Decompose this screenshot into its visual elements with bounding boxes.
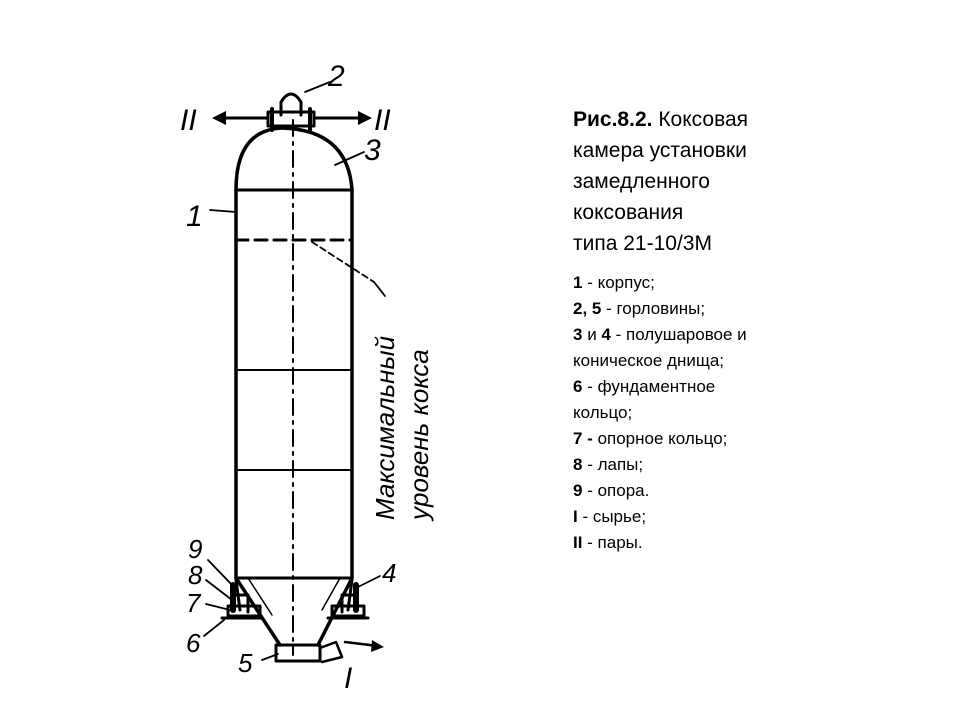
caption-line-2: камера установки — [573, 139, 747, 162]
legend-item: II - пары. — [573, 533, 643, 552]
caption-line-4: коксования — [573, 201, 684, 224]
label-2: 2 — [328, 60, 345, 93]
top-neck-flange — [268, 112, 314, 126]
max-coke-level-text-2: уровень кокса — [404, 349, 434, 520]
caption-line-1: Коксовая — [658, 108, 749, 131]
legend-item: кольцо; — [573, 403, 633, 422]
label-1: 1 — [186, 200, 203, 233]
legend-item: 9 - опора. — [573, 481, 650, 500]
label-5: 5 — [238, 648, 253, 678]
caption-line-3: замедленного — [573, 170, 710, 193]
legend-item: 3 и 4 - полушаровое и — [573, 325, 747, 344]
label-7: 7 — [186, 588, 201, 618]
bottom-neck — [276, 645, 320, 661]
legend-item: 1 - корпус; — [573, 273, 655, 292]
legend-item: 2, 5 - горловины; — [573, 299, 706, 318]
label-9: 9 — [188, 534, 203, 564]
figure-number: Рис.8.2. — [573, 108, 653, 131]
label-feed: I — [344, 662, 353, 695]
feed-pipe — [320, 642, 342, 662]
level-leader — [312, 242, 374, 282]
legend-item: 6 - фундаментное — [573, 377, 716, 396]
legend-item: I - сырье; — [573, 507, 647, 526]
parts-legend — [573, 270, 933, 556]
caption-line-5: типа 21-10/3М — [573, 232, 712, 255]
label-3: 3 — [364, 134, 381, 167]
legend-item: коническое днища; — [573, 351, 725, 370]
label-6: 6 — [186, 628, 201, 658]
max-coke-level-text-1: Максимальный — [370, 335, 400, 520]
label-8: 8 — [188, 560, 203, 590]
label-4: 4 — [382, 558, 397, 588]
legend-item: 8 - лапы; — [573, 455, 644, 474]
legend-item: 7 - опорное кольцо; — [573, 429, 728, 448]
label-vapor-left: II — [180, 104, 197, 137]
label-vapor-right: II — [374, 104, 391, 137]
figure-caption — [573, 104, 933, 259]
